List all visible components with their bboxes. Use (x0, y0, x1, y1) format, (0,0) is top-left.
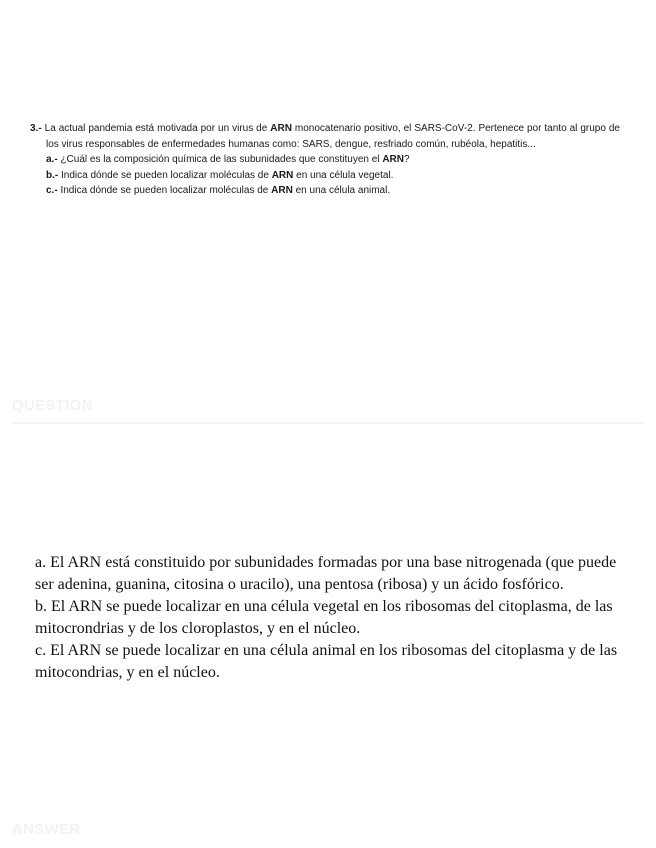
answer-line-c: c. El ARN se puede localizar en una célula animal en los ribosomas del citoplasma y de las mitocondrias, y en el núcleo. (35, 642, 618, 681)
item-letter: a.- (46, 154, 58, 165)
section-divider (12, 422, 644, 424)
question-term: ARN (270, 123, 292, 134)
item-letter: b.- (46, 169, 59, 181)
item-term: ARN (271, 185, 293, 196)
question-intro-b: monocatenario positivo, el SARS-CoV-2. Pertenece por tanto al grupo de los virus responsables de enfermedades humanas como: SARS, dengue, resfriado común, rubéola, hepatitis... (46, 123, 620, 150)
item-text: ¿Cuál es la composición química de las subunidades que constituyen el (57, 154, 383, 165)
answer-watermark-label: ANSWER (12, 821, 81, 838)
item-text-end: en una célula animal. (292, 185, 391, 196)
question-item-b (30, 168, 620, 184)
item-term: ARN (382, 154, 404, 165)
question-number: 3.- (30, 123, 42, 134)
item-term: ARN (271, 169, 294, 181)
item-text-end: en una célula vegetal. (293, 169, 394, 181)
item-text: Indica dónde se pueden localizar moléculas de (57, 185, 272, 196)
question-statement (30, 121, 620, 152)
question-intro-a: La actual pandemia está motivada por un virus de (41, 123, 271, 134)
item-text: Indica dónde se pueden localizar moléculas de (58, 169, 272, 181)
item-letter: c.- (46, 185, 58, 196)
item-text-end: ? (403, 154, 410, 165)
question-item-c (30, 183, 620, 199)
answer-line-a: a. El ARN está constituido por subunidades formadas por una base nitrogenada (que puede ser adenina, guanina, citosina o uracilo), una pentosa (ribosa) y un ácido fosfórico. (35, 554, 617, 593)
question-block (30, 121, 620, 199)
question-watermark-label: QUESTION (12, 397, 93, 414)
answer-line-b: b. El ARN se puede localizar en una célula vegetal en los ribosomas del citoplasma, de las mitocrondrias y de los cloroplastos, y en el núcleo. (35, 598, 613, 637)
question-item-a (30, 152, 620, 168)
answer-block (35, 552, 625, 684)
